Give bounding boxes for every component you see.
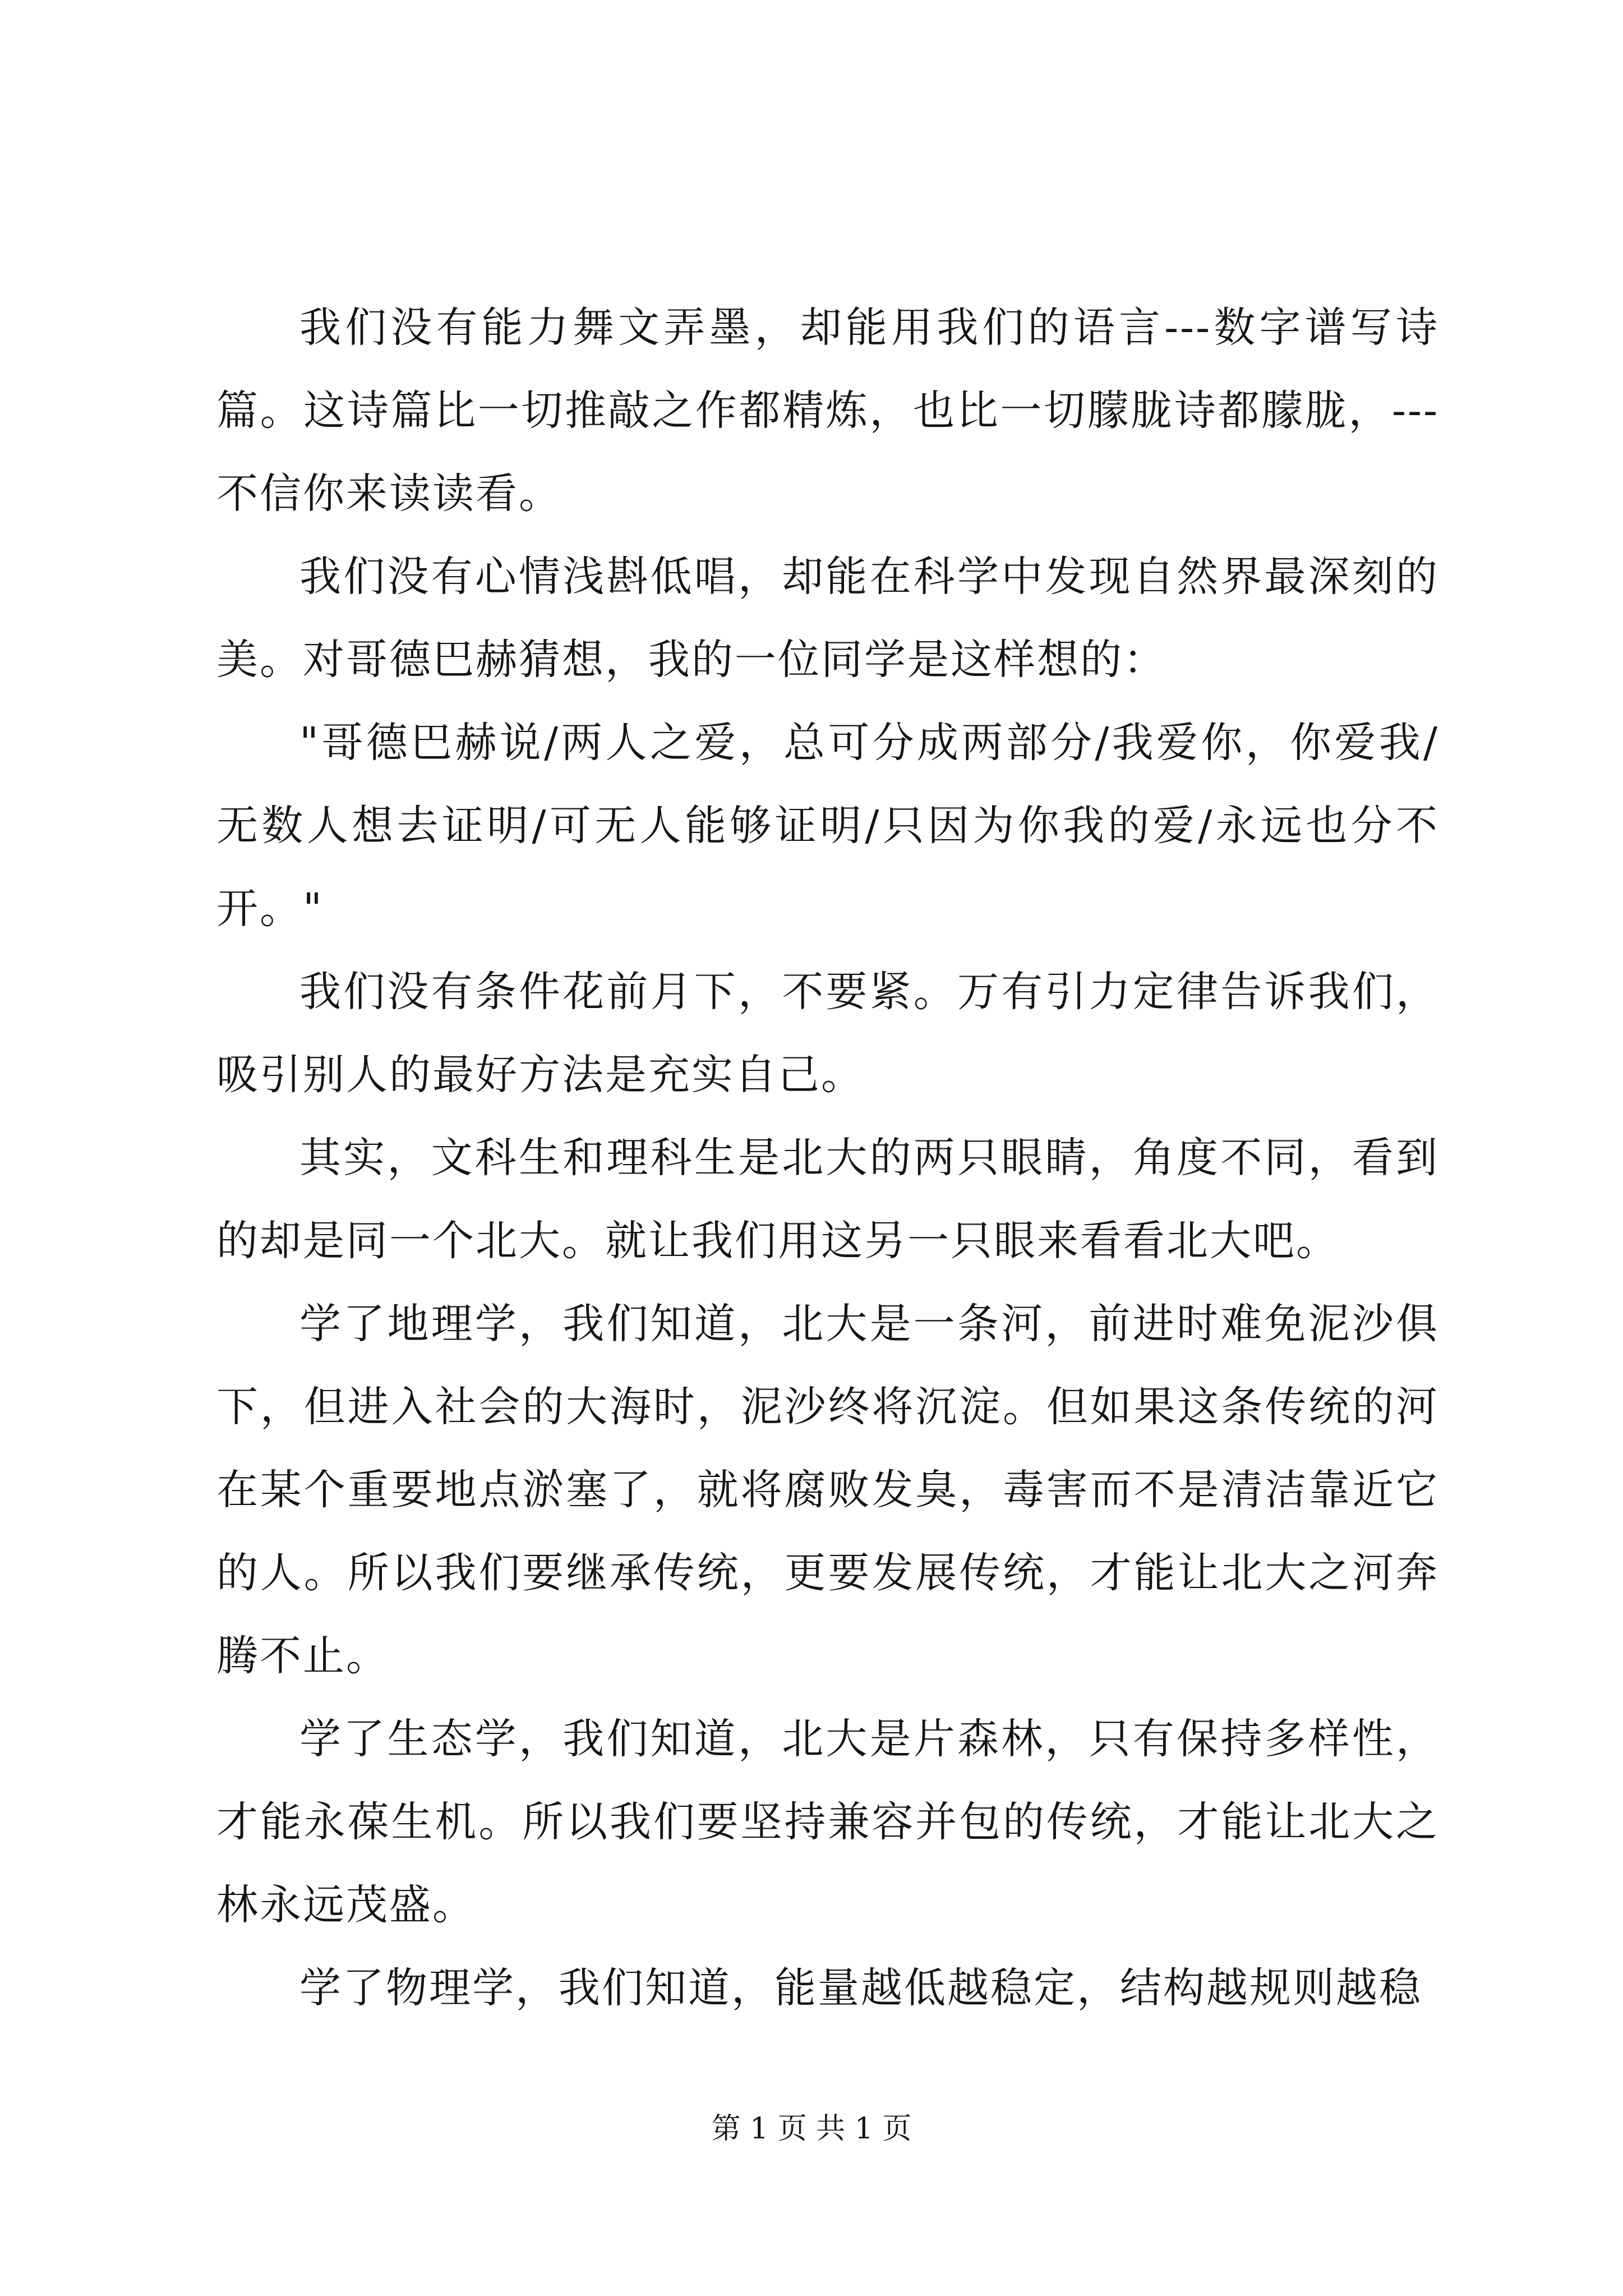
paragraph: 我们没有心情浅斟低唱，却能在科学中发现自然界最深刻的美。对哥德巴赫猜想，我的一位同学是这样想的：	[216, 553, 1439, 684]
page-number-footer: 第 1 页 共 1 页	[711, 2112, 912, 2146]
paragraph: 其实，文科生和理科生是北大的两只眼睛，角度不同，看到的却是同一个北大。就让我们用这另一只眼来看看北大吧。	[216, 1134, 1439, 1265]
paragraph: 我们没有能力舞文弄墨，却能用我们的语言---数字谱写诗篇。这诗篇比一切推敲之作都精炼，也比一切朦胧诗都朦胧，---不信你来读读看。	[216, 303, 1439, 518]
paragraph: 学了生态学，我们知道，北大是片森林，只有保持多样性，才能永葆生机。所以我们要坚持兼容并包的传统，才能让北大之林永远茂盛。	[216, 1715, 1439, 1929]
paragraph: "哥德巴赫说/两人之爱，总可分成两部分/我爱你，你爱我/无数人想去证明/可无人能够证明/只因为你我的爱/永远也分不开。"	[216, 719, 1439, 933]
paragraph: 学了物理学，我们知道，能量越低越稳定，结构越规则越稳	[299, 1964, 1422, 2012]
paragraph: 我们没有条件花前月下，不要紧。万有引力定律告诉我们，吸引别人的最好方法是充实自己。	[216, 968, 1439, 1099]
document-body	[216, 286, 1439, 2030]
paragraph: 学了地理学，我们知道，北大是一条河，前进时难免泥沙俱下，但进入社会的大海时，泥沙终将沉淀。但如果这条传统的河在某个重要地点淤塞了，就将腐败发臭，毒害而不是清洁靠近它的人。所以我们要继承传统，更要发展传统，才能让北大之河奔腾不止。	[216, 1300, 1439, 1680]
